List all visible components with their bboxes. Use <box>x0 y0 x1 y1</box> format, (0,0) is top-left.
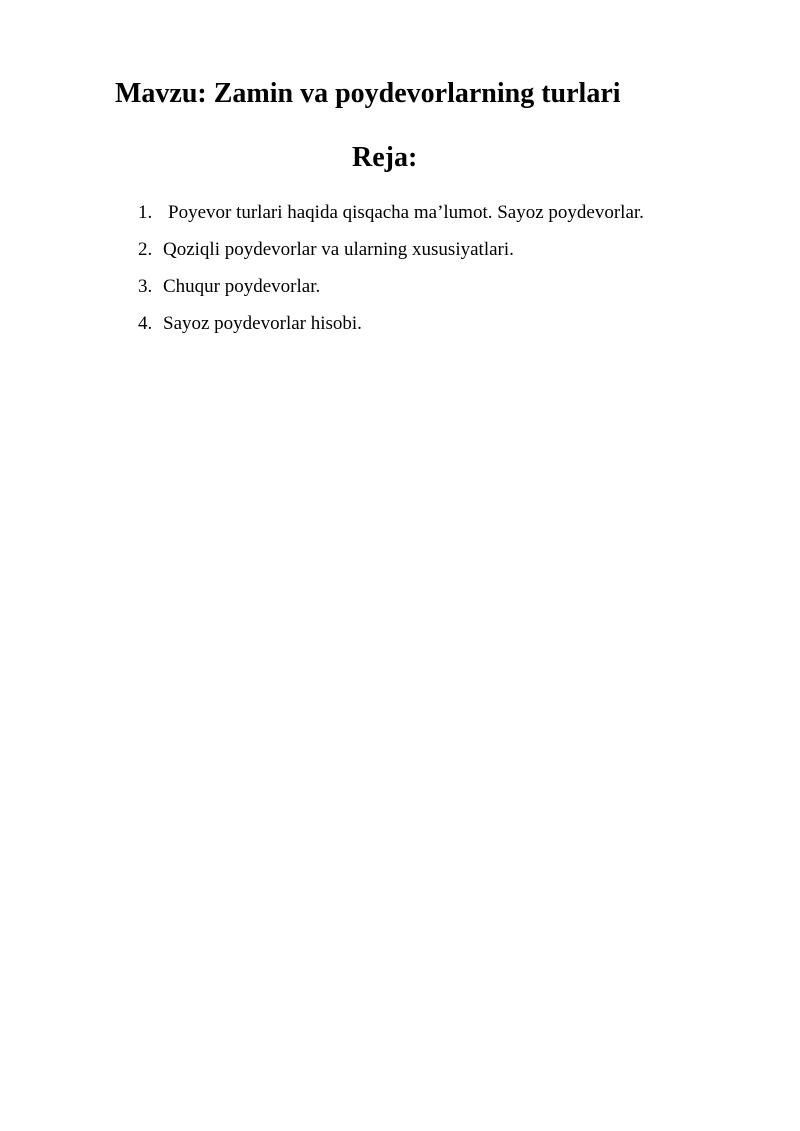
plan-item-number: 4. <box>138 313 153 334</box>
plan-item-text: Qoziqli poydevorlar va ularning xususiyatlari. <box>163 239 514 260</box>
plan-item-text: Chuqur poydevorlar. <box>163 276 321 297</box>
plan-item-4 <box>138 311 644 348</box>
plan-item-3 <box>138 274 644 311</box>
document-title: Mavzu: Zamin va poydevorlarning turlari <box>115 78 621 109</box>
plan-item-2 <box>138 237 644 274</box>
plan-item-number: 3. <box>138 276 153 297</box>
plan-item-number: 2. <box>138 239 153 260</box>
plan-list <box>138 200 644 348</box>
plan-item-text: Poyevor turlari haqida qisqacha ma’lumot. Sayoz poydevorlar. <box>168 202 644 223</box>
plan-item-text: Sayoz poydevorlar hisobi. <box>163 313 362 334</box>
plan-heading: Reja: <box>352 142 418 173</box>
plan-item-number: 1. <box>138 202 153 223</box>
plan-item-1 <box>138 200 644 237</box>
